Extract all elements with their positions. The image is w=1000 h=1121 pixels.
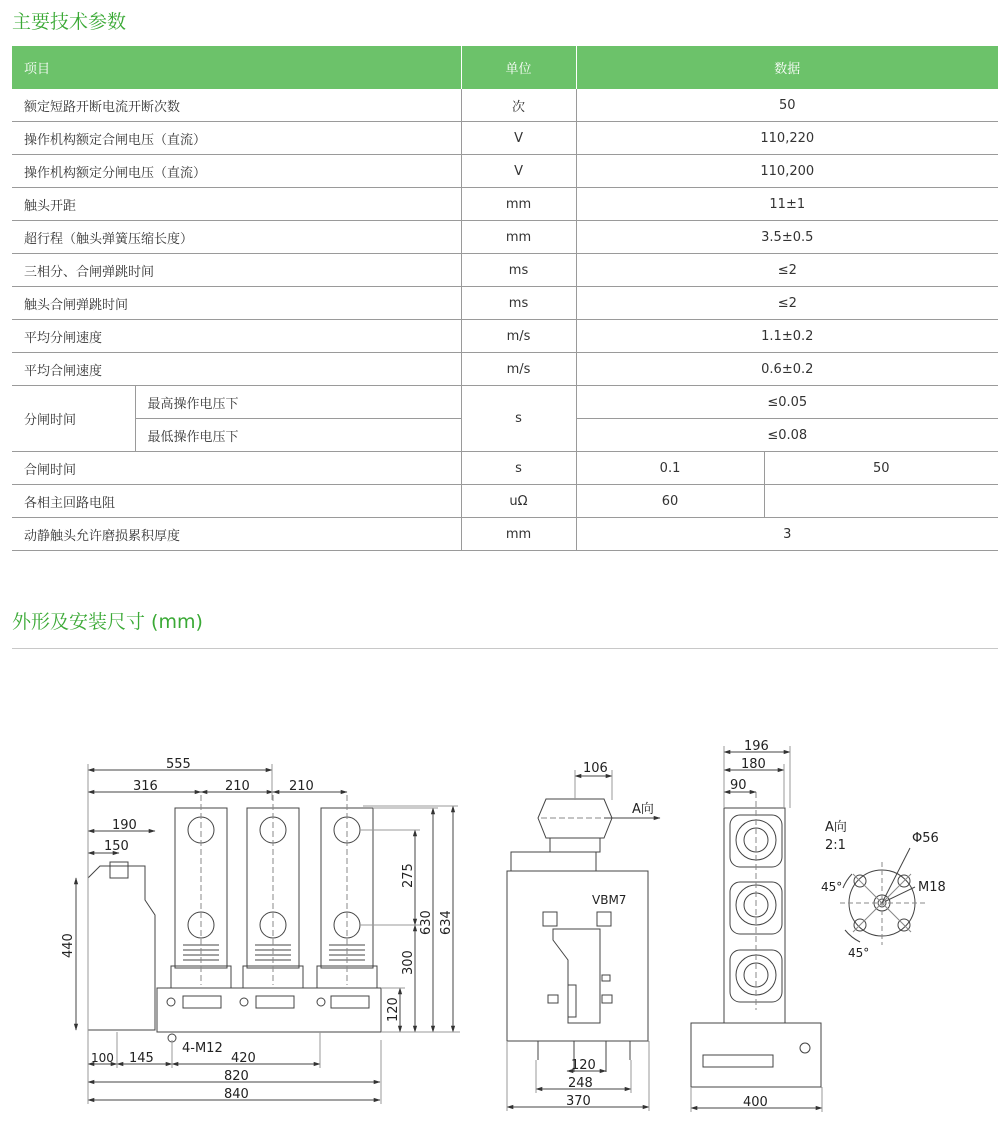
dim-370: 370 xyxy=(566,1094,591,1109)
row-name: 各相主回路电阻 xyxy=(12,485,461,518)
rear-view xyxy=(691,746,822,1112)
row-value-a: 0.1 xyxy=(576,452,764,485)
view-a-label: A向 xyxy=(632,802,654,817)
params-section-title: 主要技术参数 xyxy=(12,11,127,33)
header-unit: 单位 xyxy=(461,46,576,89)
dim-side-120: 120 xyxy=(571,1058,596,1073)
section-divider xyxy=(12,648,998,649)
dim-210a: 210 xyxy=(225,779,250,794)
detail-scale: 2:1 xyxy=(825,838,846,853)
row-subname: 最高操作电压下 xyxy=(135,386,461,419)
params-table xyxy=(12,46,998,551)
detail-title: A向 xyxy=(825,820,847,835)
dim-634: 634 xyxy=(439,910,454,935)
row-name: 三相分、合闸弹跳时间 xyxy=(12,254,461,287)
row-name: 平均合闸速度 xyxy=(12,353,461,386)
dim-820: 820 xyxy=(224,1069,249,1084)
row-name: 触头开距 xyxy=(12,188,461,221)
dim-210b: 210 xyxy=(289,779,314,794)
table-row xyxy=(12,452,998,485)
detail-dia: Φ56 xyxy=(912,831,939,846)
dim-150: 150 xyxy=(104,839,129,854)
row-unit: s xyxy=(461,452,576,485)
dim-145: 145 xyxy=(129,1051,154,1066)
row-value: 1.1±0.2 xyxy=(576,320,998,353)
dim-840: 840 xyxy=(224,1087,249,1102)
detail-angle-1: 45° xyxy=(821,880,843,894)
row-value: ≤0.05 xyxy=(576,386,998,419)
table-row xyxy=(12,353,998,386)
row-value: ≤0.08 xyxy=(576,419,998,452)
table-row xyxy=(12,122,998,155)
row-value: 110,200 xyxy=(576,155,998,188)
row-unit: m/s xyxy=(461,353,576,386)
detail-angle-2: 45° xyxy=(848,946,870,960)
row-value: 50 xyxy=(576,89,998,122)
row-value: 0.6±0.2 xyxy=(576,353,998,386)
dim-248: 248 xyxy=(568,1076,593,1091)
row-value-a: 60 xyxy=(576,485,764,518)
dim-90: 90 xyxy=(730,778,747,793)
row-unit: m/s xyxy=(461,320,576,353)
dim-275: 275 xyxy=(401,863,416,888)
table-row xyxy=(12,221,998,254)
table-row xyxy=(12,188,998,221)
model-label: VBM7 xyxy=(592,893,627,907)
row-name: 分闸时间 xyxy=(12,386,135,452)
row-unit: 次 xyxy=(461,89,576,122)
header-item: 项目 xyxy=(12,46,461,89)
detail-view xyxy=(840,848,925,945)
row-value: 110,220 xyxy=(576,122,998,155)
row-name: 操作机构额定合闸电压（直流） xyxy=(12,122,461,155)
row-name: 触头合闸弹跳时间 xyxy=(12,287,461,320)
row-subname: 最低操作电压下 xyxy=(135,419,461,452)
row-unit: mm xyxy=(461,188,576,221)
row-value: 3 xyxy=(576,518,998,551)
row-name: 额定短路开断电流开断次数 xyxy=(12,89,461,122)
dim-196: 196 xyxy=(744,739,769,754)
row-unit: mm xyxy=(461,518,576,551)
dim-420: 420 xyxy=(231,1051,256,1066)
table-row xyxy=(12,386,998,419)
dim-106: 106 xyxy=(583,761,608,776)
row-value-b: 50 xyxy=(764,452,998,485)
table-row xyxy=(12,287,998,320)
row-value: ≤2 xyxy=(576,254,998,287)
dim-440: 440 xyxy=(61,933,76,958)
table-row xyxy=(12,155,998,188)
table-row xyxy=(12,254,998,287)
dim-100: 100 xyxy=(91,1051,114,1065)
dim-316: 316 xyxy=(133,779,158,794)
header-data: 数据 xyxy=(576,46,998,89)
bolt-label: 4-M12 xyxy=(182,1041,223,1056)
row-unit: s xyxy=(461,386,576,452)
dim-180: 180 xyxy=(741,757,766,772)
row-unit: ms xyxy=(461,287,576,320)
dim-300: 300 xyxy=(401,950,416,975)
table-row xyxy=(12,320,998,353)
row-unit: ms xyxy=(461,254,576,287)
table-row xyxy=(12,518,998,551)
dim-400: 400 xyxy=(743,1095,768,1110)
dimension-drawing xyxy=(0,700,1000,1121)
table-row xyxy=(12,89,998,122)
table-row xyxy=(12,485,998,518)
row-unit: V xyxy=(461,122,576,155)
row-value: 11±1 xyxy=(576,188,998,221)
row-value: 3.5±0.5 xyxy=(576,221,998,254)
row-unit: V xyxy=(461,155,576,188)
dim-120: 120 xyxy=(386,997,401,1022)
detail-thread: M18 xyxy=(918,880,946,895)
row-value: ≤2 xyxy=(576,287,998,320)
dim-555: 555 xyxy=(166,757,191,772)
row-name: 合闸时间 xyxy=(12,452,461,485)
dims-section-title: 外形及安装尺寸 (mm) xyxy=(12,611,203,633)
row-name: 平均分闸速度 xyxy=(12,320,461,353)
table-header-row xyxy=(12,46,998,89)
row-name: 动静触头允许磨损累积厚度 xyxy=(12,518,461,551)
row-value-b xyxy=(764,485,998,518)
row-name: 超行程（触头弹簧压缩长度） xyxy=(12,221,461,254)
row-name: 操作机构额定分闸电压（直流） xyxy=(12,155,461,188)
row-unit: mm xyxy=(461,221,576,254)
dim-190: 190 xyxy=(112,818,137,833)
row-unit: uΩ xyxy=(461,485,576,518)
dim-630: 630 xyxy=(419,910,434,935)
